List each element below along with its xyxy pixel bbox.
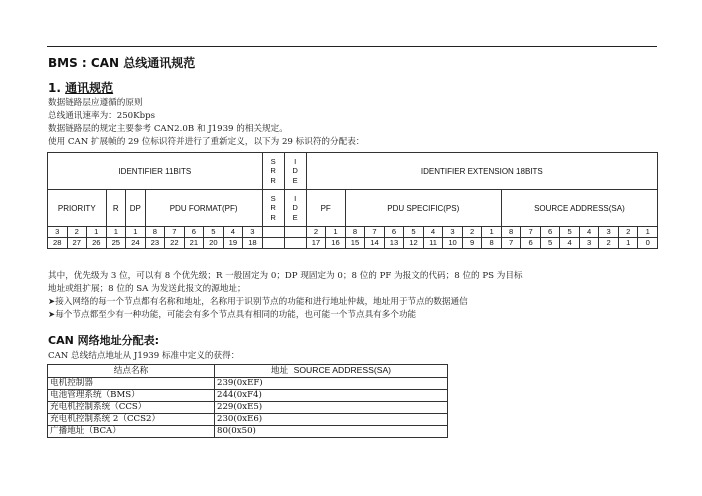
bit-index-cell: 1 <box>106 227 126 238</box>
bit-position-cell: 22 <box>165 238 185 249</box>
bit-index-cell: 2 <box>462 227 482 238</box>
node-name: 广播地址（BCA） <box>48 426 215 438</box>
bit-position-cell: 13 <box>384 238 404 249</box>
ide-cell: I D E <box>284 190 306 227</box>
node-address: 80(0x50) <box>215 426 448 438</box>
bit-index-cell: 8 <box>501 227 521 238</box>
bit-position-cell: 7 <box>501 238 521 249</box>
bit-position-cell: 9 <box>462 238 482 249</box>
bit-position-cell: 3 <box>579 238 599 249</box>
pdu-specific-cell: PDU SPECIFIC(PS) <box>345 190 501 227</box>
bit-index-cell: 3 <box>599 227 619 238</box>
bit-position-cell: 27 <box>67 238 87 249</box>
bit-position-cell: 23 <box>145 238 165 249</box>
node-address: 230(0xE6) <box>215 414 448 426</box>
bit-position-cell: 2 <box>599 238 619 249</box>
bit-index-cell: 1 <box>326 227 346 238</box>
address-row <box>48 402 448 414</box>
bit-position-cell: 20 <box>204 238 224 249</box>
bit-position-cell: 18 <box>243 238 263 249</box>
bit-index-cell: 4 <box>423 227 443 238</box>
bit-index-cell: 7 <box>165 227 185 238</box>
bit-index-cell <box>284 227 306 238</box>
node-name: 电机控制器 <box>48 378 215 390</box>
bit-index-cell: 7 <box>521 227 541 238</box>
bit-index-cell: 7 <box>365 227 385 238</box>
identifier-cell: IDENTIFIER 11BITS <box>48 153 263 190</box>
bit-index-cell: 4 <box>579 227 599 238</box>
bit-position-cell <box>262 238 284 249</box>
identifier-allocation-table <box>47 152 658 249</box>
bit-index-cell: 5 <box>404 227 424 238</box>
address-allocation-table <box>47 364 448 438</box>
bit-position-cell: 28 <box>48 238 68 249</box>
bit-position-row <box>48 238 658 249</box>
address-row <box>48 414 448 426</box>
bit-position-cell <box>284 238 306 249</box>
bit-position-cell: 16 <box>326 238 346 249</box>
bit-index-cell: 6 <box>184 227 204 238</box>
address-row <box>48 390 448 402</box>
header-node-name: 结点名称 <box>48 365 215 378</box>
note-line: 地址或组扩展；8 位的 SA 为发送此报文的源地址； <box>48 284 246 294</box>
address-table-header <box>48 365 448 378</box>
bit-position-cell: 8 <box>482 238 502 249</box>
header-address: 地址 SOURCE ADDRESS(SA) <box>215 365 448 378</box>
srr-cell: S R R <box>262 153 284 190</box>
note-line: 其中，优先级为 3 位，可以有 8 个优先级；R 一般固定为 0；DP 现固定为 0；8 位的 PF 为报文的代码；8 位的 PS 为目标 <box>48 271 523 281</box>
r-cell: R <box>106 190 126 227</box>
bit-index-cell: 8 <box>145 227 165 238</box>
srr-cell: S R R <box>262 190 284 227</box>
bit-position-cell: 6 <box>521 238 541 249</box>
node-name: 电池管理系统（BMS） <box>48 390 215 402</box>
bit-position-cell: 0 <box>638 238 658 249</box>
bit-index-cell: 3 <box>243 227 263 238</box>
section-2-intro: CAN 总线结点地址从 J1939 标准中定义的获得： <box>48 351 240 361</box>
section-2-heading: CAN 网络地址分配表: <box>48 334 160 347</box>
bit-index-cell: 5 <box>560 227 580 238</box>
bit-position-cell: 25 <box>106 238 126 249</box>
bit-index-cell: 6 <box>384 227 404 238</box>
bit-index-cell: 4 <box>223 227 243 238</box>
bit-position-cell: 10 <box>443 238 463 249</box>
section-1-title: 通讯规范 <box>65 81 114 95</box>
bit-index-cell: 8 <box>345 227 365 238</box>
bit-position-cell: 5 <box>540 238 560 249</box>
identifier-extension-cell: IDENTIFIER EXTENSION 18BITS <box>306 153 657 190</box>
node-name: 充电机控制系统（CCS） <box>48 402 215 414</box>
node-address: 229(0xE5) <box>215 402 448 414</box>
section-1-number: 1. <box>48 81 61 95</box>
bit-index-cell: 6 <box>540 227 560 238</box>
source-address-cell: SOURCE ADDRESS(SA) <box>501 190 657 227</box>
bit-index-cell: 1 <box>126 227 146 238</box>
bit-index-row <box>48 227 658 238</box>
identifier-row <box>48 153 658 190</box>
bit-index-cell: 3 <box>443 227 463 238</box>
dp-cell: DP <box>126 190 146 227</box>
node-name: 充电机控制系统 2（CCS2） <box>48 414 215 426</box>
note-line: ➤接入网络的每一个节点都有名称和地址，名称用于识别节点的功能和进行地址仲裁，地址用于节点的数据通信 <box>48 297 468 307</box>
bit-index-cell: 2 <box>618 227 638 238</box>
ide-cell: I D E <box>284 153 306 190</box>
priority-cell: PRIORITY <box>48 190 107 227</box>
intro-line: 使用 CAN 扩展帧的 29 位标识符并进行了重新定义，以下为 29 标识符的分配表： <box>48 137 365 147</box>
bit-position-cell: 17 <box>306 238 326 249</box>
bit-position-cell: 12 <box>404 238 424 249</box>
bit-index-cell: 1 <box>87 227 107 238</box>
bit-position-cell: 19 <box>223 238 243 249</box>
bit-index-cell: 5 <box>204 227 224 238</box>
bit-position-cell: 26 <box>87 238 107 249</box>
bit-index-cell: 1 <box>482 227 502 238</box>
bit-index-cell: 3 <box>48 227 68 238</box>
bit-index-cell: 2 <box>67 227 87 238</box>
bit-index-cell: 1 <box>638 227 658 238</box>
intro-line: 数据链路层应遵循的原则 <box>48 98 143 108</box>
document-title: BMS : CAN 总线通讯规范 <box>48 56 196 70</box>
bit-position-cell: 1 <box>618 238 638 249</box>
node-address: 244(0xF4) <box>215 390 448 402</box>
address-row <box>48 378 448 390</box>
bit-position-cell: 14 <box>365 238 385 249</box>
header-rule <box>47 46 657 47</box>
field-row <box>48 190 658 227</box>
intro-line: 数据链路层的规定主要参考 CAN2.0B 和 J1939 的相关规定。 <box>48 124 288 134</box>
bit-position-cell: 24 <box>126 238 146 249</box>
pf-cell: PF <box>306 190 345 227</box>
bit-position-cell: 21 <box>184 238 204 249</box>
bit-position-cell: 4 <box>560 238 580 249</box>
intro-line: 总线通讯速率为：250Kbps <box>48 111 155 121</box>
pdu-format-cell: PDU FORMAT(PF) <box>145 190 262 227</box>
bit-position-cell: 11 <box>423 238 443 249</box>
address-row <box>48 426 448 438</box>
bit-index-cell: 2 <box>306 227 326 238</box>
bit-index-cell <box>262 227 284 238</box>
node-address: 239(0xEF) <box>215 378 448 390</box>
section-1-heading <box>48 79 113 96</box>
note-line: ➤每个节点都至少有一种功能，可能会有多个节点具有相同的功能，也可能一个节点具有多个功能 <box>48 310 417 320</box>
bit-position-cell: 15 <box>345 238 365 249</box>
